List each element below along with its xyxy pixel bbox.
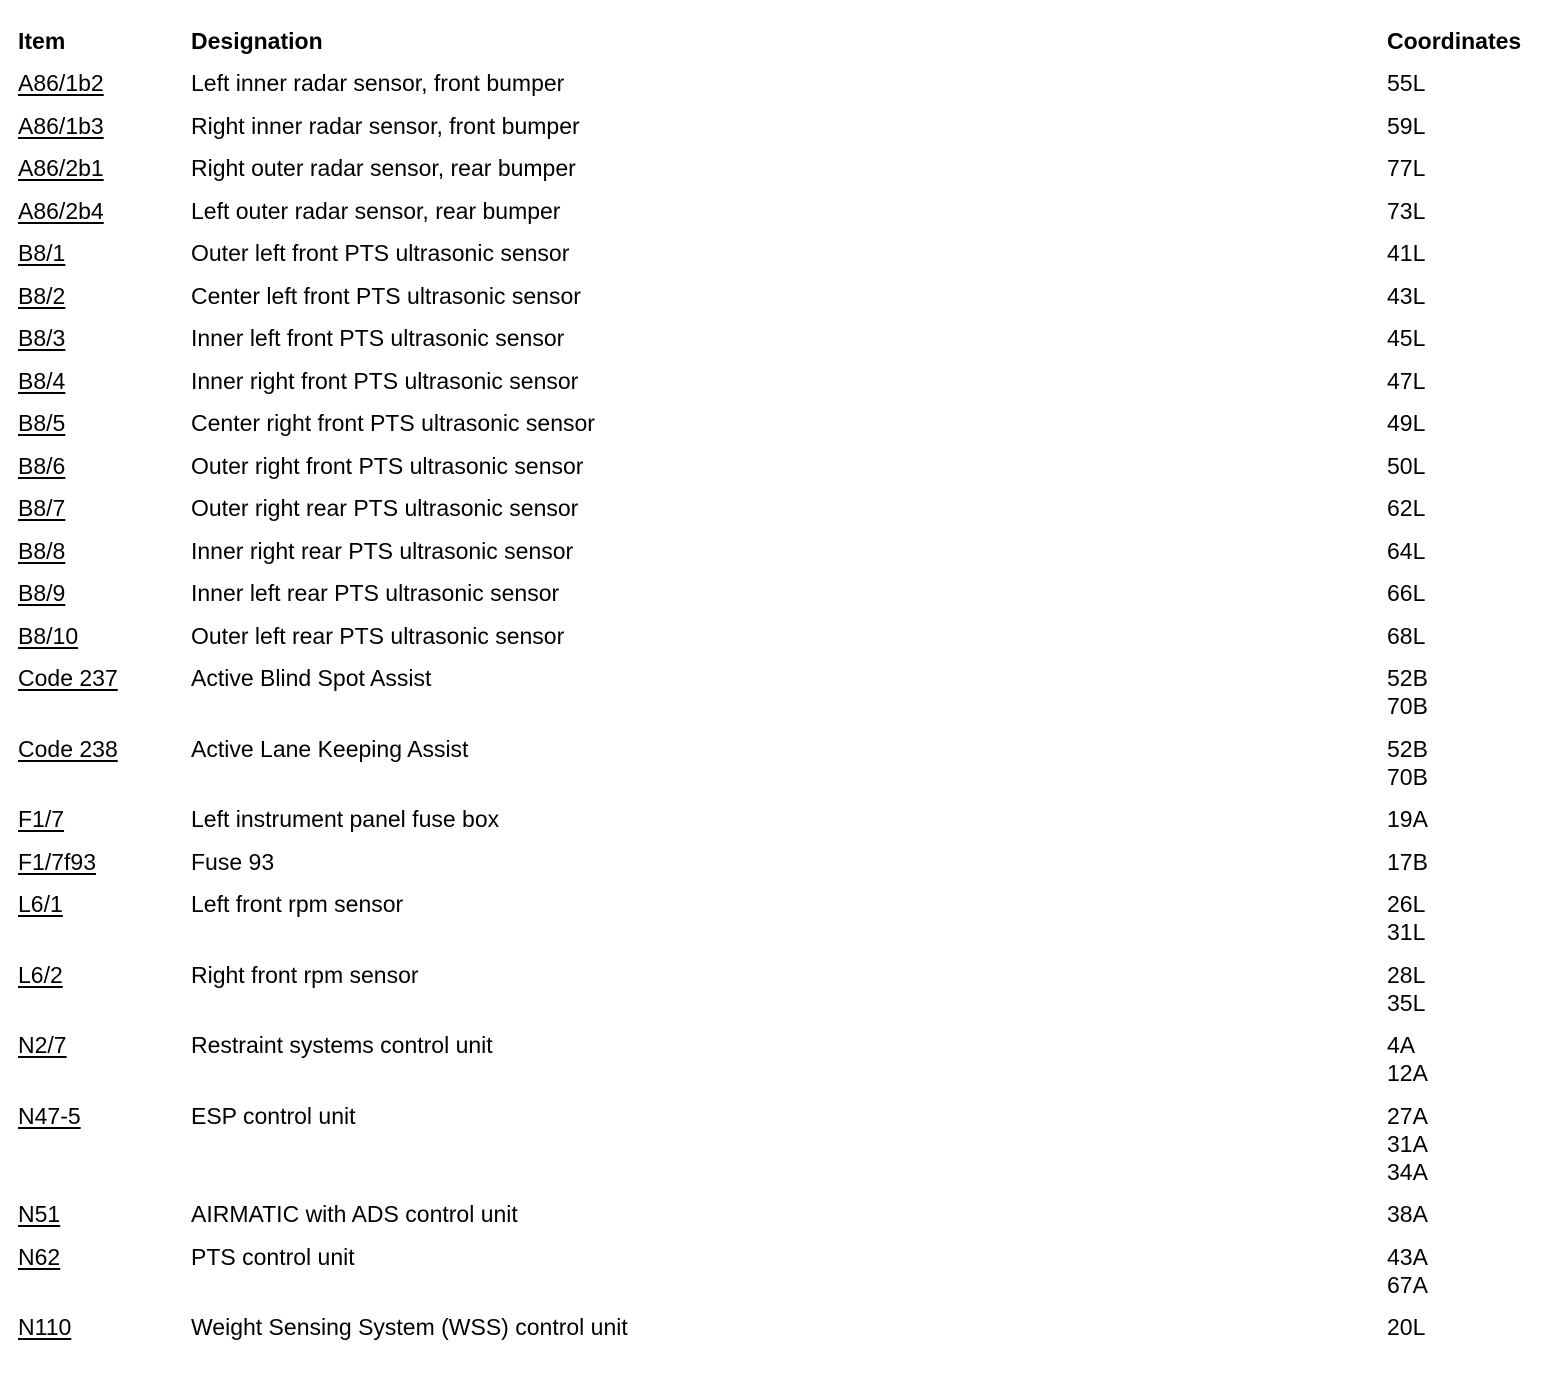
coordinates-cell <box>1387 1200 1548 1243</box>
item-cell <box>18 537 191 580</box>
item-cell <box>18 154 191 197</box>
coordinates-cell <box>1387 805 1548 848</box>
coordinate-value: 77L <box>1387 155 1426 181</box>
table-row <box>18 848 1548 891</box>
item-cell <box>18 367 191 410</box>
item-link[interactable]: N2/7 <box>18 1032 67 1058</box>
designation-cell: Inner left front PTS ultrasonic sensor <box>191 325 565 351</box>
item-cell <box>18 1200 191 1243</box>
table-row <box>18 494 1548 537</box>
item-link[interactable]: B8/7 <box>18 495 66 521</box>
table-row <box>18 735 1548 806</box>
table-row <box>18 197 1548 240</box>
coordinate-value: 20L <box>1387 1314 1426 1340</box>
coordinate-value: 59L <box>1387 112 1426 139</box>
table-row <box>18 961 1548 1032</box>
coordinates-cell <box>1387 239 1548 282</box>
table-row <box>18 1200 1548 1243</box>
coordinates-cell <box>1387 664 1548 735</box>
item-cell <box>18 494 191 537</box>
coordinates-cell <box>1387 197 1548 240</box>
coordinate-value: 4A <box>1387 1032 1416 1058</box>
item-cell <box>18 324 191 367</box>
coordinate-value: 68L <box>1387 622 1426 649</box>
item-cell <box>18 1031 191 1102</box>
coordinate-value: 26L <box>1387 891 1426 917</box>
designation-cell: Center left front PTS ultrasonic sensor <box>191 282 581 309</box>
designation-cell: Right outer radar sensor, rear bumper <box>191 155 576 181</box>
table-row <box>18 1243 1548 1314</box>
coordinates-cell <box>1387 1031 1548 1102</box>
designation-cell: Outer right rear PTS ultrasonic sensor <box>191 495 579 521</box>
designation-cell: Fuse 93 <box>191 848 275 875</box>
item-cell <box>18 805 191 848</box>
coordinates-cell <box>1387 282 1548 325</box>
item-cell <box>18 409 191 452</box>
table-row <box>18 1102 1548 1201</box>
item-link[interactable]: L6/2 <box>18 961 63 988</box>
table-row <box>18 664 1548 735</box>
designation-cell: Left outer radar sensor, rear bumper <box>191 197 561 224</box>
item-link[interactable]: N47-5 <box>18 1102 81 1129</box>
item-link[interactable]: Code 237 <box>18 665 118 691</box>
coordinates-cell <box>1387 537 1548 580</box>
table-row <box>18 1313 1548 1356</box>
coordinate-value: 28L <box>1387 961 1426 988</box>
item-link[interactable]: B8/4 <box>18 367 66 394</box>
item-link[interactable]: A86/1b3 <box>18 112 104 139</box>
table-row <box>18 69 1548 112</box>
coordinates-cell <box>1387 154 1548 197</box>
designation-column-header: Designation <box>191 28 323 54</box>
coordinate-value: 49L <box>1387 410 1426 436</box>
table-row <box>18 579 1548 622</box>
coordinate-value: 17B <box>1387 848 1428 875</box>
coordinates-cell <box>1387 1102 1548 1201</box>
coordinate-value: 52B <box>1387 665 1428 691</box>
coordinates-cell <box>1387 622 1548 665</box>
table-row <box>18 537 1548 580</box>
item-link[interactable]: B8/3 <box>18 325 66 351</box>
coordinate-value: 27A <box>1387 1102 1428 1129</box>
designation-cell: Left front rpm sensor <box>191 891 404 917</box>
item-cell <box>18 1313 191 1356</box>
coordinate-value: 38A <box>1387 1201 1428 1227</box>
coordinates-cell <box>1387 579 1548 622</box>
item-cell <box>18 1243 191 1314</box>
header-row <box>18 27 1548 69</box>
item-link[interactable]: A86/1b2 <box>18 70 104 96</box>
item-cell <box>18 579 191 622</box>
item-cell <box>18 197 191 240</box>
designation-cell: Active Blind Spot Assist <box>191 665 432 691</box>
item-cell <box>18 452 191 495</box>
table-row <box>18 112 1548 155</box>
coordinates-cell <box>1387 112 1548 155</box>
item-cell <box>18 890 191 961</box>
table-row <box>18 367 1548 410</box>
coordinate-value: 73L <box>1387 197 1426 224</box>
coordinate-value: 55L <box>1387 70 1426 96</box>
coordinates-cell <box>1387 452 1548 495</box>
coordinates-cell <box>1387 735 1548 806</box>
designation-cell: Inner right front PTS ultrasonic sensor <box>191 367 579 394</box>
coordinate-value: 52B <box>1387 735 1428 762</box>
coordinates-cell <box>1387 409 1548 452</box>
designation-cell: Outer right front PTS ultrasonic sensor <box>191 452 584 479</box>
item-link[interactable]: A86/2b1 <box>18 155 104 181</box>
coordinates-cell <box>1387 1313 1548 1356</box>
coordinates-column-header: Coordinates <box>1387 28 1522 54</box>
coordinates-cell <box>1387 69 1548 112</box>
designation-cell: AIRMATIC with ADS control unit <box>191 1201 518 1227</box>
coordinate-value: 62L <box>1387 495 1426 521</box>
designation-cell: Left instrument panel fuse box <box>191 806 500 832</box>
table-row <box>18 452 1548 495</box>
item-cell <box>18 961 191 1032</box>
item-link[interactable]: B8/6 <box>18 452 66 479</box>
item-cell <box>18 848 191 891</box>
item-link[interactable]: N62 <box>18 1243 61 1270</box>
table-row <box>18 1031 1548 1102</box>
table-row <box>18 239 1548 282</box>
item-link[interactable]: N51 <box>18 1201 61 1227</box>
coordinate-value: 43L <box>1387 282 1426 309</box>
item-cell <box>18 622 191 665</box>
item-cell <box>18 664 191 735</box>
item-cell <box>18 239 191 282</box>
table-row <box>18 282 1548 325</box>
designation-cell: Center right front PTS ultrasonic sensor <box>191 410 595 436</box>
designation-cell: PTS control unit <box>191 1243 355 1270</box>
table-row <box>18 409 1548 452</box>
item-link[interactable]: Code 238 <box>18 735 118 762</box>
item-link[interactable]: B8/8 <box>18 537 66 564</box>
item-link[interactable]: B8/2 <box>18 282 66 309</box>
designation-cell: Left inner radar sensor, front bumper <box>191 70 565 96</box>
designation-cell: Right inner radar sensor, front bumper <box>191 112 580 139</box>
table-row <box>18 622 1548 665</box>
item-column-header: Item <box>18 28 66 54</box>
coordinate-value: 64L <box>1387 537 1426 564</box>
coordinate-value: 66L <box>1387 580 1426 606</box>
table-row <box>18 154 1548 197</box>
coordinate-value: 45L <box>1387 325 1426 351</box>
coordinate-value: 70B <box>1387 763 1428 790</box>
coordinate-value: 31L <box>1387 919 1426 945</box>
coordinates-cell <box>1387 324 1548 367</box>
coordinate-value: 35L <box>1387 989 1426 1016</box>
coordinate-value: 19A <box>1387 806 1428 832</box>
coordinate-value: 70B <box>1387 693 1428 719</box>
item-link[interactable]: F1/7 <box>18 806 65 832</box>
designation-cell: Outer left front PTS ultrasonic sensor <box>191 240 570 266</box>
designation-cell: Outer left rear PTS ultrasonic sensor <box>191 622 565 649</box>
designation-cell: Inner left rear PTS ultrasonic sensor <box>191 580 560 606</box>
item-link[interactable]: B8/10 <box>18 622 79 649</box>
coordinate-value: 12A <box>1387 1060 1428 1086</box>
coordinate-value: 31A <box>1387 1130 1428 1157</box>
designation-cell: Weight Sensing System (WSS) control unit <box>191 1314 628 1340</box>
table-row <box>18 324 1548 367</box>
coordinates-cell <box>1387 494 1548 537</box>
item-link[interactable]: A86/2b4 <box>18 197 104 224</box>
coordinate-value: 43A <box>1387 1243 1428 1270</box>
coordinate-value: 50L <box>1387 452 1426 479</box>
table-row <box>18 805 1548 848</box>
item-cell <box>18 69 191 112</box>
designation-cell: Inner right rear PTS ultrasonic sensor <box>191 537 574 564</box>
table-row <box>18 890 1548 961</box>
item-cell <box>18 112 191 155</box>
item-link[interactable]: B8/5 <box>18 410 66 436</box>
component-legend-table <box>18 27 1548 1356</box>
legend-body <box>18 69 1548 1356</box>
item-link[interactable]: B8/9 <box>18 580 66 606</box>
coordinates-cell <box>1387 367 1548 410</box>
item-link[interactable]: N110 <box>18 1314 72 1340</box>
coordinates-cell <box>1387 848 1548 891</box>
item-link[interactable]: L6/1 <box>18 891 63 917</box>
coordinate-value: 67A <box>1387 1271 1428 1298</box>
coordinates-cell <box>1387 1243 1548 1314</box>
designation-cell: Right front rpm sensor <box>191 961 419 988</box>
designation-cell: Restraint systems control unit <box>191 1032 493 1058</box>
coordinate-value: 34A <box>1387 1158 1428 1185</box>
item-cell <box>18 1102 191 1201</box>
coordinate-value: 41L <box>1387 240 1426 266</box>
designation-cell: Active Lane Keeping Assist <box>191 735 469 762</box>
coordinates-cell <box>1387 890 1548 961</box>
designation-cell: ESP control unit <box>191 1102 356 1129</box>
coordinates-cell <box>1387 961 1548 1032</box>
coordinate-value: 47L <box>1387 367 1426 394</box>
item-link[interactable]: B8/1 <box>18 240 66 266</box>
item-link[interactable]: F1/7f93 <box>18 848 96 875</box>
item-cell <box>18 282 191 325</box>
item-cell <box>18 735 191 806</box>
